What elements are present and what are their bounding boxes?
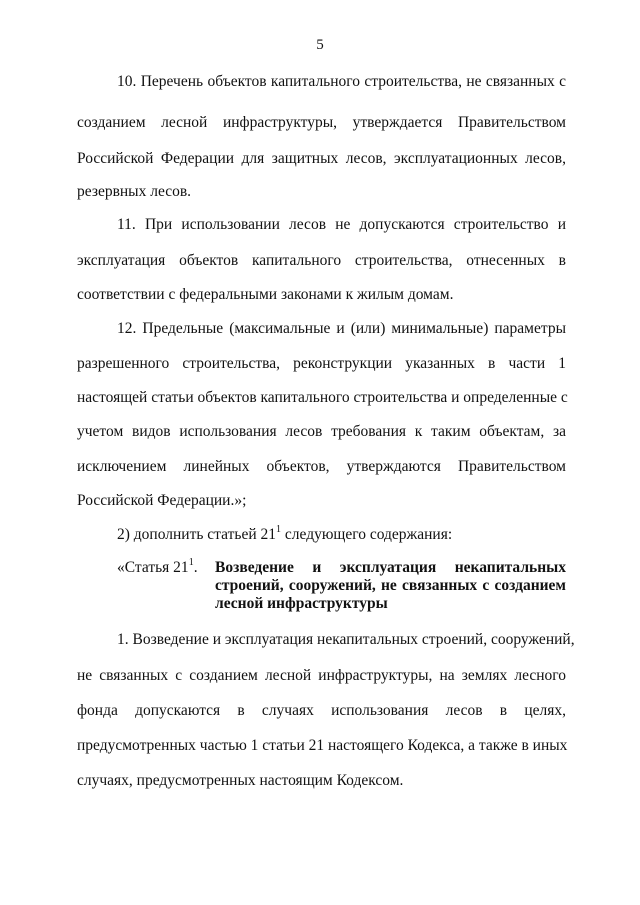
paragraph-12-line-1: 12. Предельные (максимальные и (или) минимальные) параметры bbox=[117, 320, 566, 337]
article-title-line-2: строений, сооружений, не связанных с созданием bbox=[215, 577, 566, 594]
amendment-intro-superscript: 1 bbox=[276, 523, 282, 535]
paragraph-12-line-4: учетом видов использования лесов требования к таким объектам, за bbox=[77, 423, 566, 440]
paragraph-11-line-3: соответствии с федеральными законами к жилым домам. bbox=[77, 286, 454, 303]
paragraph-10-line-4: резервных лесов. bbox=[77, 183, 192, 200]
article-title-line-1: Возведение и эксплуатация некапитальных bbox=[215, 559, 566, 576]
paragraph-10-line-3: Российской Федерации для защитных лесов, эксплуатационных лесов, bbox=[77, 150, 566, 167]
page-number: 5 bbox=[316, 37, 324, 53]
article-label-text: «Статья 21 bbox=[117, 559, 189, 576]
article-label-period: . bbox=[193, 559, 198, 576]
amendment-intro-text-end: следующего содержания: bbox=[281, 526, 453, 543]
paragraph-10-line-1: 10. Перечень объектов капитального строительства, не связанных с bbox=[117, 73, 566, 90]
article-title bbox=[215, 559, 566, 613]
article-paragraph-1-line-1: 1. Возведение и эксплуатация некапитальных строений, сооружений, bbox=[117, 631, 575, 648]
paragraph-12-line-2: разрешенного строительства, реконструкции указанных в части 1 bbox=[77, 355, 566, 372]
paragraph-12-line-5: исключением линейных объектов, утверждаются Правительством bbox=[77, 458, 566, 475]
paragraph-12-line-3: настоящей статьи объектов капитального строительства и определенные с bbox=[77, 389, 568, 406]
amendment-intro bbox=[117, 525, 566, 545]
article-paragraph-1-line-2: не связанных с созданием лесной инфраструктуры, на землях лесного bbox=[77, 667, 566, 684]
article-label bbox=[117, 556, 198, 577]
amendment-intro-text: 2) дополнить статьей 21 bbox=[117, 526, 277, 543]
article-paragraph-1-line-4: предусмотренных частью 1 статьи 21 настоящего Кодекса, а также в иных bbox=[77, 737, 568, 754]
article-paragraph-1-line-3: фонда допускаются в случаях использования лесов в целях, bbox=[77, 702, 566, 719]
paragraph-12-line-6: Российской Федерации.»; bbox=[77, 492, 247, 509]
article-paragraph-1-line-5: случаях, предусмотренных настоящим Кодексом. bbox=[77, 772, 404, 789]
paragraph-10-line-2: созданием лесной инфраструктуры, утверждается Правительством bbox=[77, 114, 566, 131]
paragraph-11-line-2: эксплуатация объектов капитального строительства, отнесенных в bbox=[77, 252, 566, 269]
article-title-line-3: лесной инфраструктуры bbox=[215, 595, 388, 612]
article-label-superscript: 1 bbox=[188, 556, 194, 568]
paragraph-11-line-1: 11. При использовании лесов не допускаются строительство и bbox=[117, 216, 566, 233]
